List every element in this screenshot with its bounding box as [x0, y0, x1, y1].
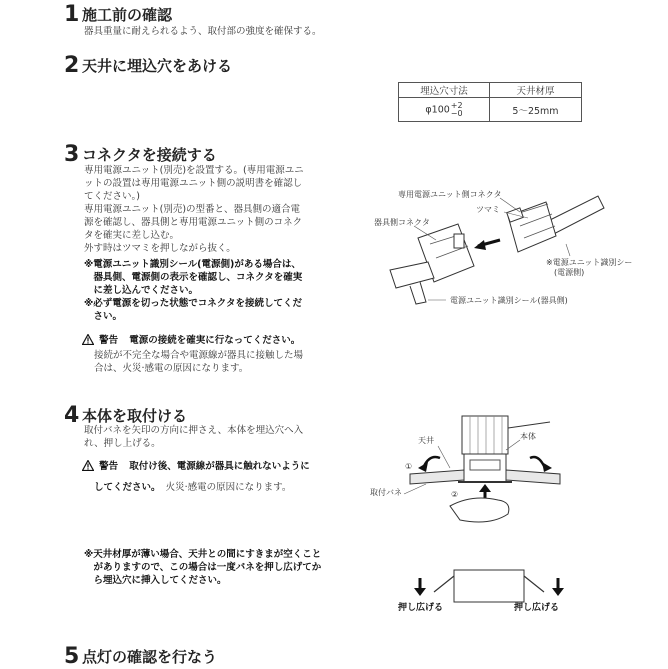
label-spring: 取付バネ — [370, 488, 402, 497]
right-spring-arrow — [530, 457, 544, 466]
label-knob: ツマミ — [476, 205, 500, 214]
label-step-2: ② — [451, 490, 459, 499]
spread-label-right: 押し広げる — [514, 603, 560, 613]
label-ceiling: 天井 — [418, 436, 434, 445]
warning-title: 電源の接続を確実に行なってください。 — [129, 335, 301, 346]
step-3-line: 専用電源ユニット(別売)を設置する。(専用電源ユニ — [84, 165, 304, 176]
note-line: さい。 — [84, 311, 123, 322]
step-3-body — [84, 164, 304, 255]
step-5-number: 5 — [64, 644, 80, 669]
step-3-number: 3 — [64, 142, 80, 167]
ceiling-thickness-cell: 5〜25mm — [490, 98, 582, 122]
step-3-title: コネクタを接続する — [82, 146, 217, 164]
step-3-line: タを確実に差し込む。 — [84, 230, 180, 241]
mounting-diagram — [380, 410, 590, 534]
step-2-number: 2 — [64, 53, 80, 78]
hole-dimension: φ100 — [425, 104, 450, 115]
label-seal-device: 電源ユニット識別シール(器具側) — [450, 296, 568, 305]
device-seal — [410, 282, 426, 304]
hole-dimension-cell — [399, 98, 490, 122]
warning-triangle-icon — [82, 330, 94, 349]
step-3-line: てください。) — [84, 191, 140, 202]
step-1-title: 施工前の確認 — [82, 6, 173, 24]
ceiling-right — [506, 470, 560, 484]
label-step-1: ① — [405, 462, 413, 471]
step-4-title: 本体を取付ける — [82, 407, 188, 425]
warning-label: 警告 — [99, 461, 119, 472]
step-1-body: 器具重量に耐えられるよう、取付部の強度を確保する。 — [84, 26, 322, 37]
label-body: 本体 — [520, 432, 536, 441]
table-header-thickness: 天井材厚 — [490, 83, 582, 98]
insert-arrowhead — [474, 240, 486, 250]
step-3-line: 源を確認し、器具側と専用電源ユニット側のコネク — [84, 217, 303, 228]
note-line: に差し込んでください。 — [84, 285, 199, 296]
right-down-arrow — [552, 588, 564, 596]
note-line: ※電源ユニット識別シール(電源側)がある場合は、 — [84, 259, 301, 270]
tolerance-minus: −0 — [450, 108, 463, 118]
ceiling-left — [410, 470, 464, 484]
step-4-note — [84, 548, 321, 587]
step-3-line: 専用電源ユニット(別売)の型番と、器具側の適合電 — [84, 204, 301, 215]
label-power-connector: 専用電源ユニット側コネクタ — [398, 190, 502, 199]
note-line: ら埋込穴に挿入してください。 — [84, 575, 227, 586]
step-3-line: 外す時はツマミを押しながら抜く。 — [84, 243, 236, 254]
label-device-connector: 器具側コネクタ — [374, 218, 430, 227]
push-up-arrow — [479, 484, 491, 492]
note-line: がありますので、この場合は一度バネを押し広げてか — [84, 562, 322, 573]
step-2-title: 天井に埋込穴をあける — [82, 57, 233, 75]
warning-title-2: してください。 — [94, 482, 161, 493]
warning-tail: 火災·感電の原因になります。 — [165, 482, 292, 493]
step-3-warning — [82, 328, 303, 375]
step-3-notes — [84, 258, 302, 323]
tolerance — [451, 102, 463, 118]
spread-diagram — [400, 566, 580, 606]
step-4-number: 4 — [64, 403, 80, 428]
warning-body-line: 接続が不完全な場合や電源線が器具に接触した場 — [94, 350, 304, 361]
fixture-body — [462, 416, 508, 454]
step-4-warning — [82, 454, 310, 494]
device-cable — [390, 262, 434, 288]
step-3-line: ットの設置は専用電源ユニット側の説明書を確認し — [84, 178, 303, 189]
label-seal-power-2: (電源側) — [554, 268, 585, 277]
note-line: 器具側、電源側の表示を確認し、コネクタを確実 — [84, 272, 303, 283]
step-5-title: 点灯の確認を行なう — [82, 648, 218, 666]
hand — [450, 498, 509, 522]
warning-triangle-icon — [82, 456, 94, 475]
note-line: ※必ず電源を切った状態でコネクタを接続してくだ — [84, 298, 303, 309]
warning-body-line: 合は、火災·感電の原因になります。 — [94, 363, 249, 374]
step-4-line: 取付バネを矢印の方向に押さえ、本体を埋込穴へ入 — [84, 425, 304, 436]
spread-label-left: 押し広げる — [398, 603, 444, 613]
power-connector — [507, 202, 556, 252]
step-4-body — [84, 424, 303, 450]
warning-title: 取付け後、電源線が器具に触れないように — [129, 461, 310, 472]
power-wire — [508, 422, 550, 428]
note-line: ※天井材厚が薄い場合、天井との間にすきまが空くこと — [84, 549, 322, 560]
warning-label: 警告 — [99, 335, 119, 346]
left-down-arrow — [414, 588, 426, 596]
table-header-hole: 埋込穴寸法 — [399, 83, 490, 98]
hole-spec-table — [398, 82, 582, 122]
fixture-outline — [454, 570, 524, 602]
step-4-line: れ、押し上げる。 — [84, 438, 161, 449]
label-seal-power: ※電源ユニット識別シー — [546, 258, 633, 267]
step-1-number: 1 — [64, 2, 80, 27]
tolerance-plus: +2 — [450, 100, 463, 110]
